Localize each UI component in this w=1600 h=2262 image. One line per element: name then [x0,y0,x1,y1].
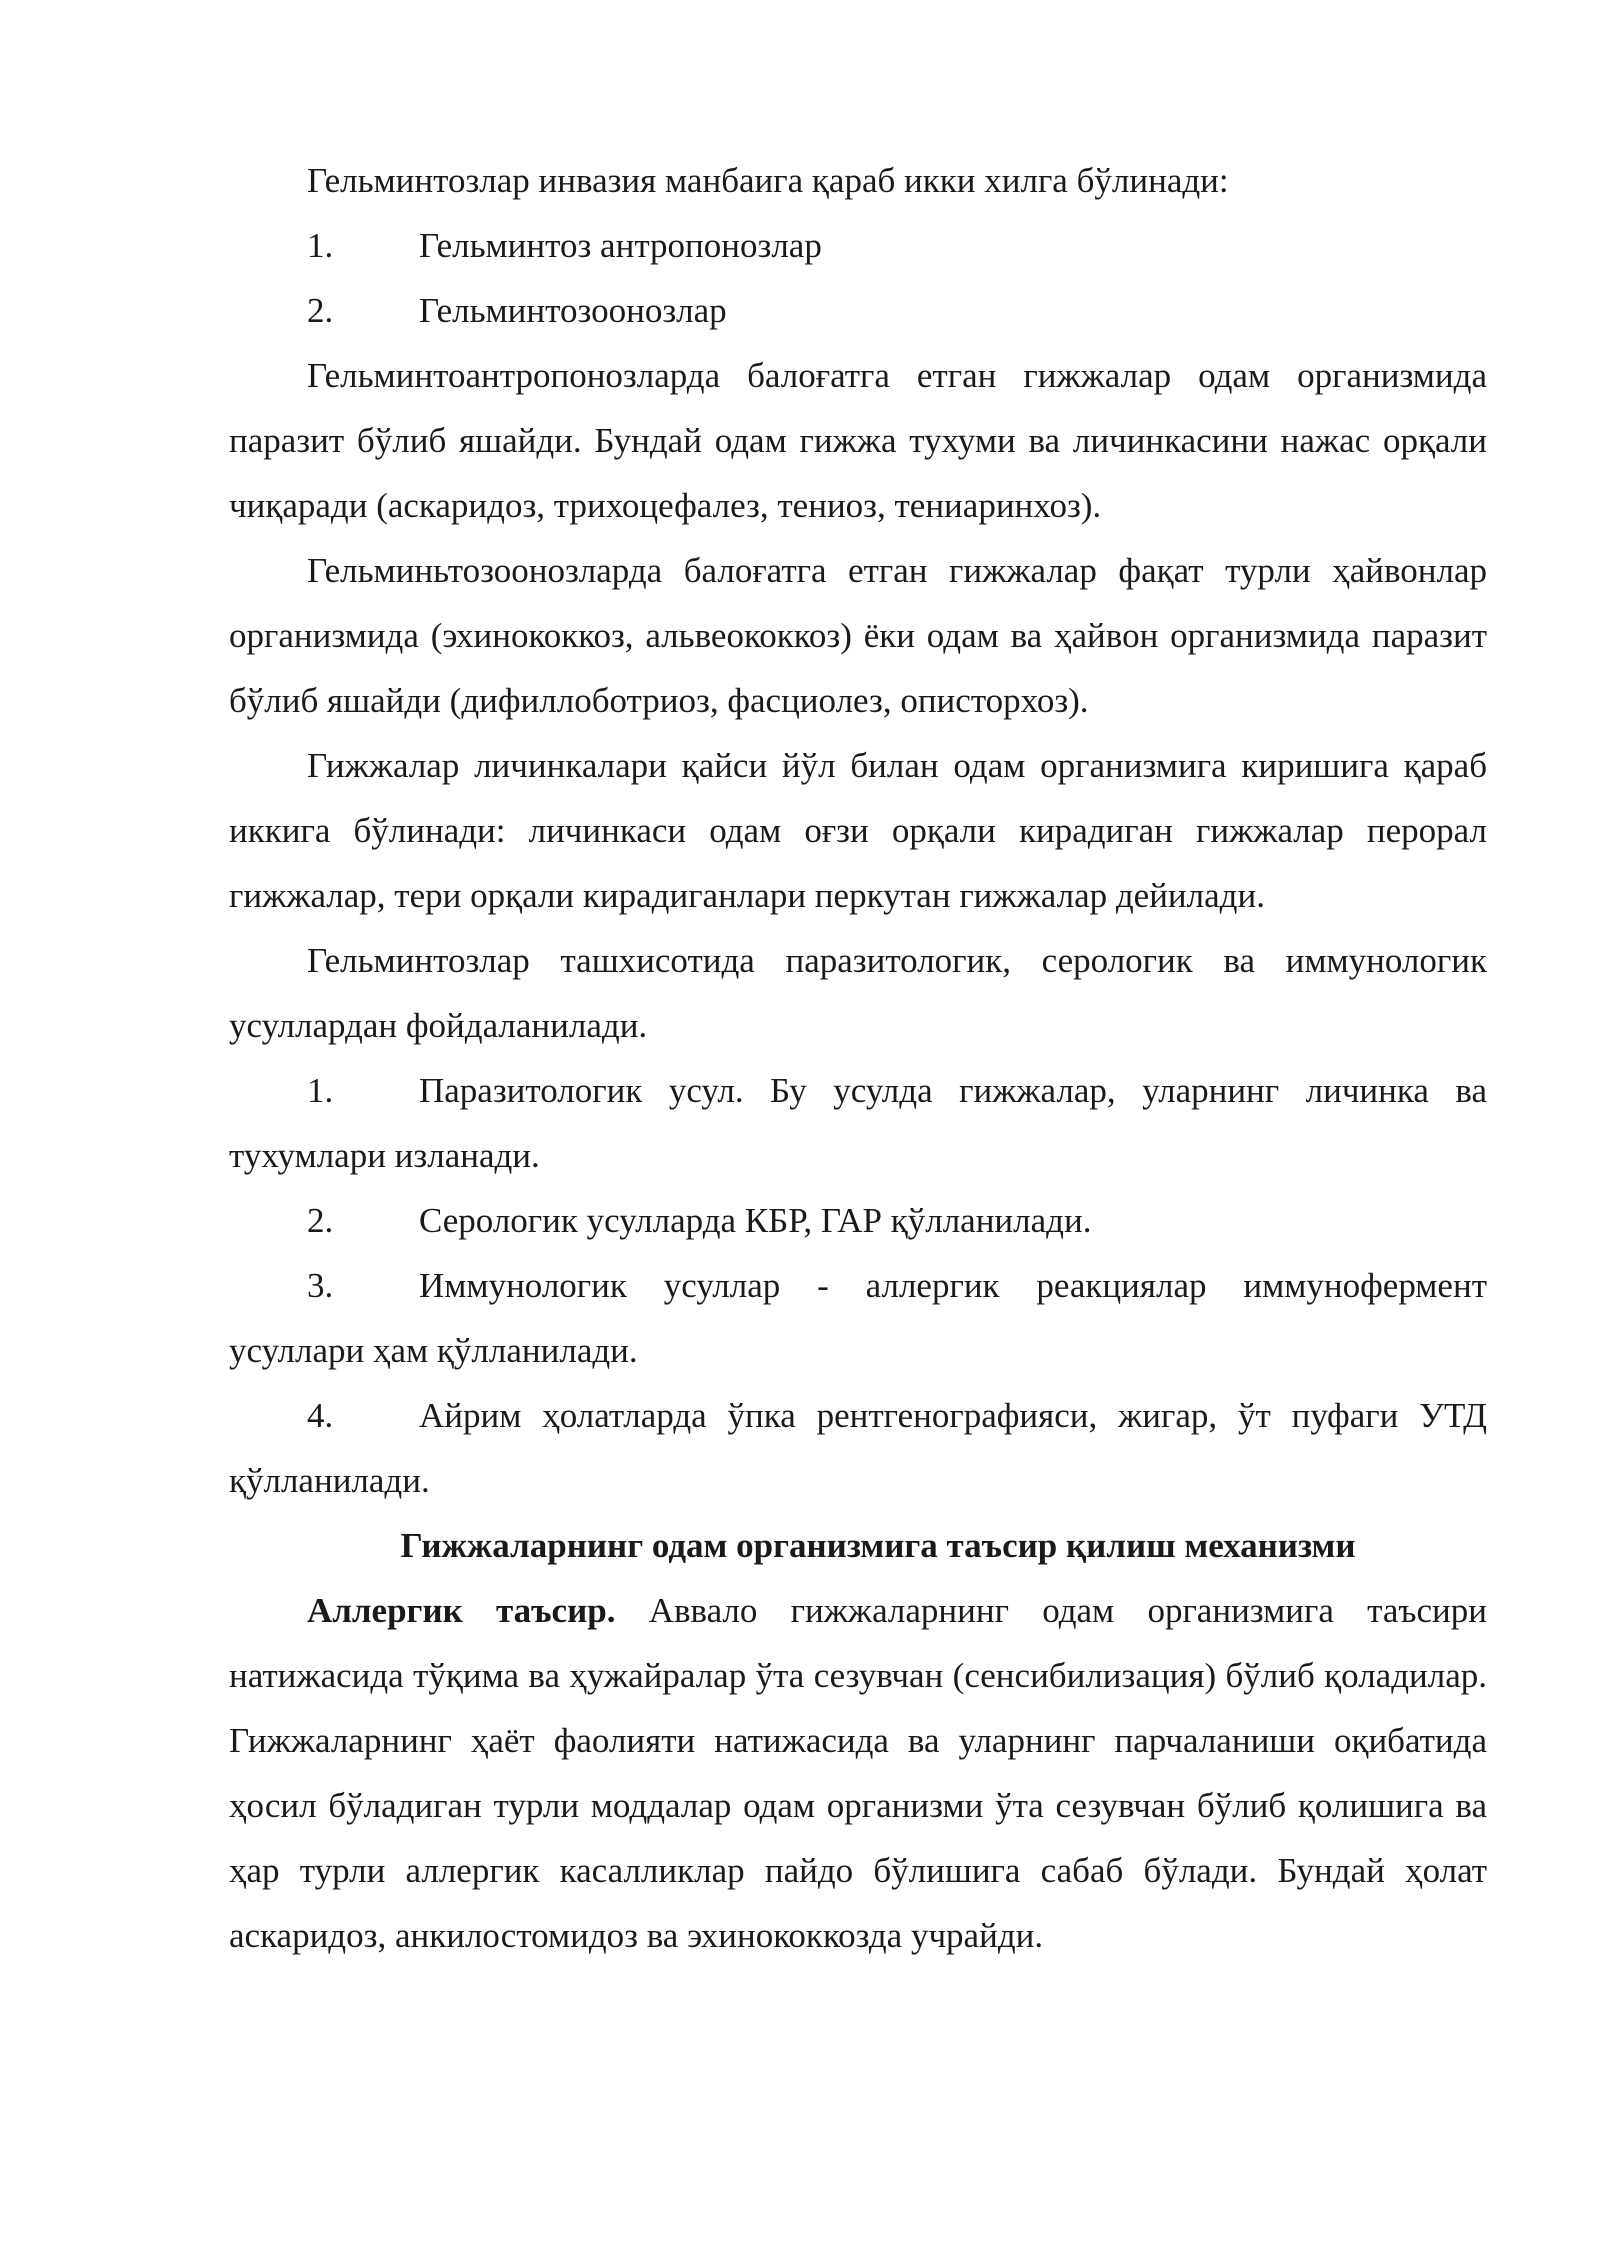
list-number: 2. [307,1201,334,1240]
list-text: Паразитологик усул. Бу усулда гижжалар, уларнинг личинка ва тухумлари изланади. [229,1071,1487,1175]
list-text: Айрим ҳолатларда ўпка рентгенографияси, жигар, ўт пуфаги УТД қўлланилади. [229,1396,1487,1500]
allergic-text: Аввало гижжаларнинг одам организмига таъсири натижасида тўқима ва ҳужайралар ўта сезувчан (сенсибилизация) бўлиб қоладилар. Гижжаларнинг ҳаёт фаолияти натижасида ва уларнинг парчаланиши оқибатида ҳосил бўладиган турли моддалар одам организми ўта сезувчан бўлиб қолишига ва ҳар турли аллергик касалликлар пайдо бўлишига сабаб бўлади. Бундай ҳолат аскаридоз, анкилостомидоз ва эхинококкозда учрайди. [229,1591,1487,1955]
paragraph-zoonoses: Гельминьтозоонозларда балоғатга етган гижжалар фақат турли ҳайвонлар организмида (эхинококкоз, альвеококкоз) ёки одам ва ҳайвон организмида паразит бўлиб яшайди (дифиллоботриоз, фасциолез, описторхоз). [229,551,1487,720]
list-number: 2. [307,291,334,330]
section-heading: Гижжаларнинг одам организмига таъсир қилиш механизми [400,1526,1356,1565]
list-number: 4. [307,1396,334,1435]
allergic-lead: Аллергик таъсир. [307,1591,616,1630]
list-item [229,278,1487,343]
paragraph-diagnosis: Гельминтозлар ташхисотида паразитологик, серологик ва иммунологик усуллардан фойдаланилади. [229,941,1487,1045]
document-page [229,148,1487,1968]
paragraph-entry-route: Гижжалар личинкалари қайси йўл билан одам организмига киришига қараб иккига бўлинади: личинкаси одам оғзи орқали кирадиган гижжалар перорал гижжалар, тери орқали кирадиганлари перкутан гижжалар дейилади. [229,746,1487,915]
list-number: 1. [307,1071,334,1110]
paragraph-allergic [229,1578,1487,1968]
list-number: 1. [307,226,334,265]
list-text: Серологик усулларда КБР, ГАР қўлланилади. [419,1201,1092,1240]
list-text: Гельминтоз антропонозлар [419,226,822,265]
list-item [229,1058,1487,1188]
paragraph-anthroponoses: Гельминтоантропонозларда балоғатга етган гижжалар одам организмида паразит бўлиб яшайди. Бундай одам гижжа тухуми ва личинкасини нажас орқали чиқаради (аскаридоз, трихоцефалез, тениоз, тениаринхоз). [229,356,1487,525]
list-item [229,213,1487,278]
list-text: Иммунологик усуллар - аллергик реакциялар иммунофермент усуллари ҳам қўлланилади. [229,1266,1487,1370]
list-number: 3. [307,1266,334,1305]
list-item [229,1383,1487,1513]
list-item [229,1188,1487,1253]
list-item [229,1253,1487,1383]
list-text: Гельминтозоонозлар [419,291,727,330]
intro-paragraph: Гельминтозлар инвазия манбаига қараб икки хилга бўлинади: [307,161,1229,200]
